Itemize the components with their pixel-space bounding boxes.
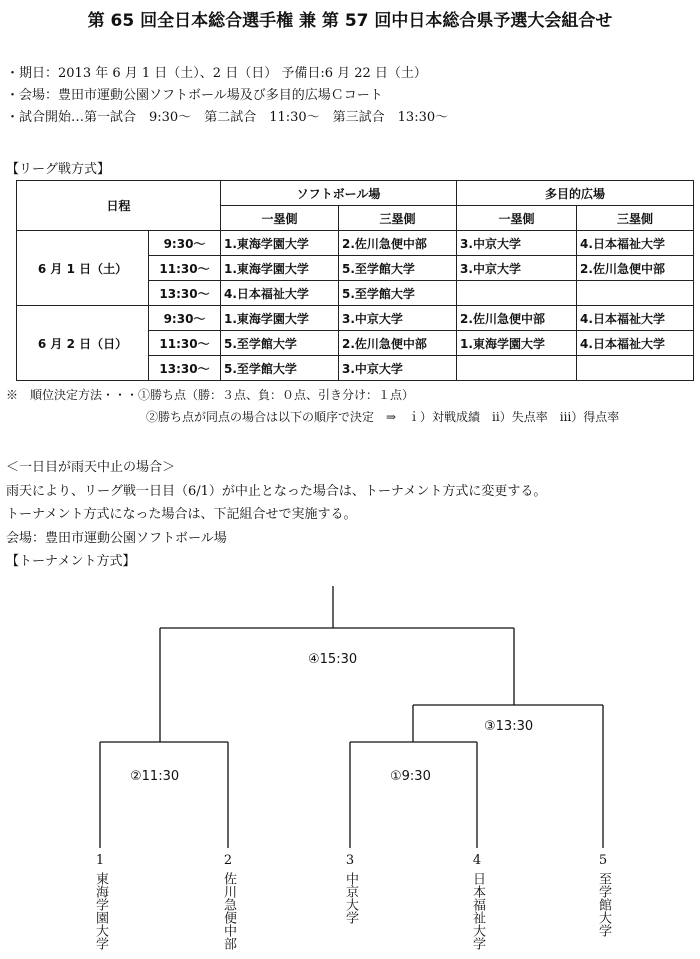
page-title: 第 65 回全日本総合選手権 兼 第 57 回中日本総合県予選大会組合せ: [87, 11, 613, 31]
match-cell: 3.中京大学: [339, 306, 457, 331]
team-number: 3: [345, 853, 355, 868]
venue1-first-base-header: 一塁側: [221, 206, 339, 231]
match-cell: 5.至学館大学: [221, 331, 339, 356]
match-cell: 2.佐川急便中部: [339, 231, 457, 256]
match-cell: 5.至学館大学: [339, 256, 457, 281]
league-schedule-table: [16, 180, 694, 381]
match-cell: 1.東海学園大学: [221, 256, 339, 281]
rain-section: [6, 456, 546, 574]
rain-venue: 会場：豊田市運動公園ソフトボール場: [6, 530, 227, 546]
info-start-times: ・試合開始…第一試合 9:30〜 第二試合 11:30〜 第三試合 13:30〜: [6, 110, 449, 125]
match-cell: 3.中京大学: [457, 231, 577, 256]
league-section-label: 【リーグ戦方式】: [6, 162, 111, 177]
rain-text-1: 雨天により、リーグ戦一日目（6/1）が中止となった場合は、トーナメント方式に変更する。: [6, 483, 547, 499]
info-dates: ・期日：2013 年 6 月 1 日（土）、2 日（日） 予備日:6 月 22 日（土）: [6, 66, 427, 81]
info-venue: ・会場：豊田市運動公園ソフトボール場及び多目的広場Ｃコート: [6, 88, 383, 103]
match-cell: [577, 356, 694, 381]
event-info: [6, 63, 448, 129]
ranking-note-1: ※ 順位決定方法・・・①勝ち点（勝：３点、負：０点、引き分け：１点）: [6, 388, 415, 402]
match-cell: 5.至学館大学: [221, 356, 339, 381]
time-cell: 11:30〜: [149, 256, 221, 281]
ranking-notes: [6, 384, 619, 428]
match-label-final: ④15:30: [308, 652, 358, 667]
team-number: 4: [472, 853, 482, 868]
schedule-header: 日程: [17, 181, 221, 231]
match-cell: 3.中京大学: [457, 256, 577, 281]
team-name: 至学館大学: [596, 872, 611, 937]
match-cell: 2.佐川急便中部: [339, 331, 457, 356]
venue2-third-base-header: 三塁側: [577, 206, 694, 231]
team-name: 東海学園大学: [93, 872, 108, 950]
venue2-first-base-header: 一塁側: [457, 206, 577, 231]
table-row: [17, 231, 694, 256]
time-cell: 11:30〜: [149, 331, 221, 356]
team-number: 5: [598, 853, 608, 868]
team-number: 2: [223, 853, 233, 868]
match-cell: 5.至学館大学: [339, 281, 457, 306]
match-cell: [457, 356, 577, 381]
time-cell: 13:30〜: [149, 281, 221, 306]
date-cell: 6 月 1 日（土）: [17, 231, 149, 306]
team-number: 1: [95, 853, 105, 868]
match-cell: [577, 281, 694, 306]
venue-multipurpose-header: 多目的広場: [457, 181, 694, 206]
match-cell: 1.東海学園大学: [221, 231, 339, 256]
venue1-third-base-header: 三塁側: [339, 206, 457, 231]
rain-text-2: トーナメント方式になった場合は、下記組合せで実施する。: [6, 507, 357, 522]
team-name: 日本福祉大学: [470, 872, 485, 950]
time-cell: 9:30〜: [149, 306, 221, 331]
match-cell: 2.佐川急便中部: [577, 256, 694, 281]
date-cell: 6 月 2 日（日）: [17, 306, 149, 381]
venue-softball-header: ソフトボール場: [221, 181, 457, 206]
team-name: 中京大学: [343, 872, 358, 924]
ranking-note-2: ②勝ち点が同点の場合は以下の順序で決定 ⇒ ｉ）対戦成績 ⅱ）失点率 ⅲ）得点率: [146, 410, 620, 424]
match-cell: 4.日本福祉大学: [577, 231, 694, 256]
match-cell: 3.中京大学: [339, 356, 457, 381]
match-label-semifinal: ③13:30: [484, 719, 534, 734]
tournament-section-label: 【トーナメント方式】: [6, 554, 136, 569]
rain-heading: ＜一日目が雨天中止の場合＞: [6, 460, 176, 475]
time-cell: 9:30〜: [149, 231, 221, 256]
match-cell: 2.佐川急便中部: [457, 306, 577, 331]
match-cell: 4.日本福祉大学: [221, 281, 339, 306]
match-label-1: ①9:30: [390, 769, 431, 784]
table-row: [17, 306, 694, 331]
team-name: 佐川急便中部: [221, 872, 236, 950]
match-cell: 4.日本福祉大学: [577, 331, 694, 356]
match-cell: 1.東海学園大学: [221, 306, 339, 331]
match-cell: 1.東海学園大学: [457, 331, 577, 356]
match-cell: [457, 281, 577, 306]
match-cell: 4.日本福祉大学: [577, 306, 694, 331]
time-cell: 13:30〜: [149, 356, 221, 381]
match-label-2: ②11:30: [130, 769, 180, 784]
